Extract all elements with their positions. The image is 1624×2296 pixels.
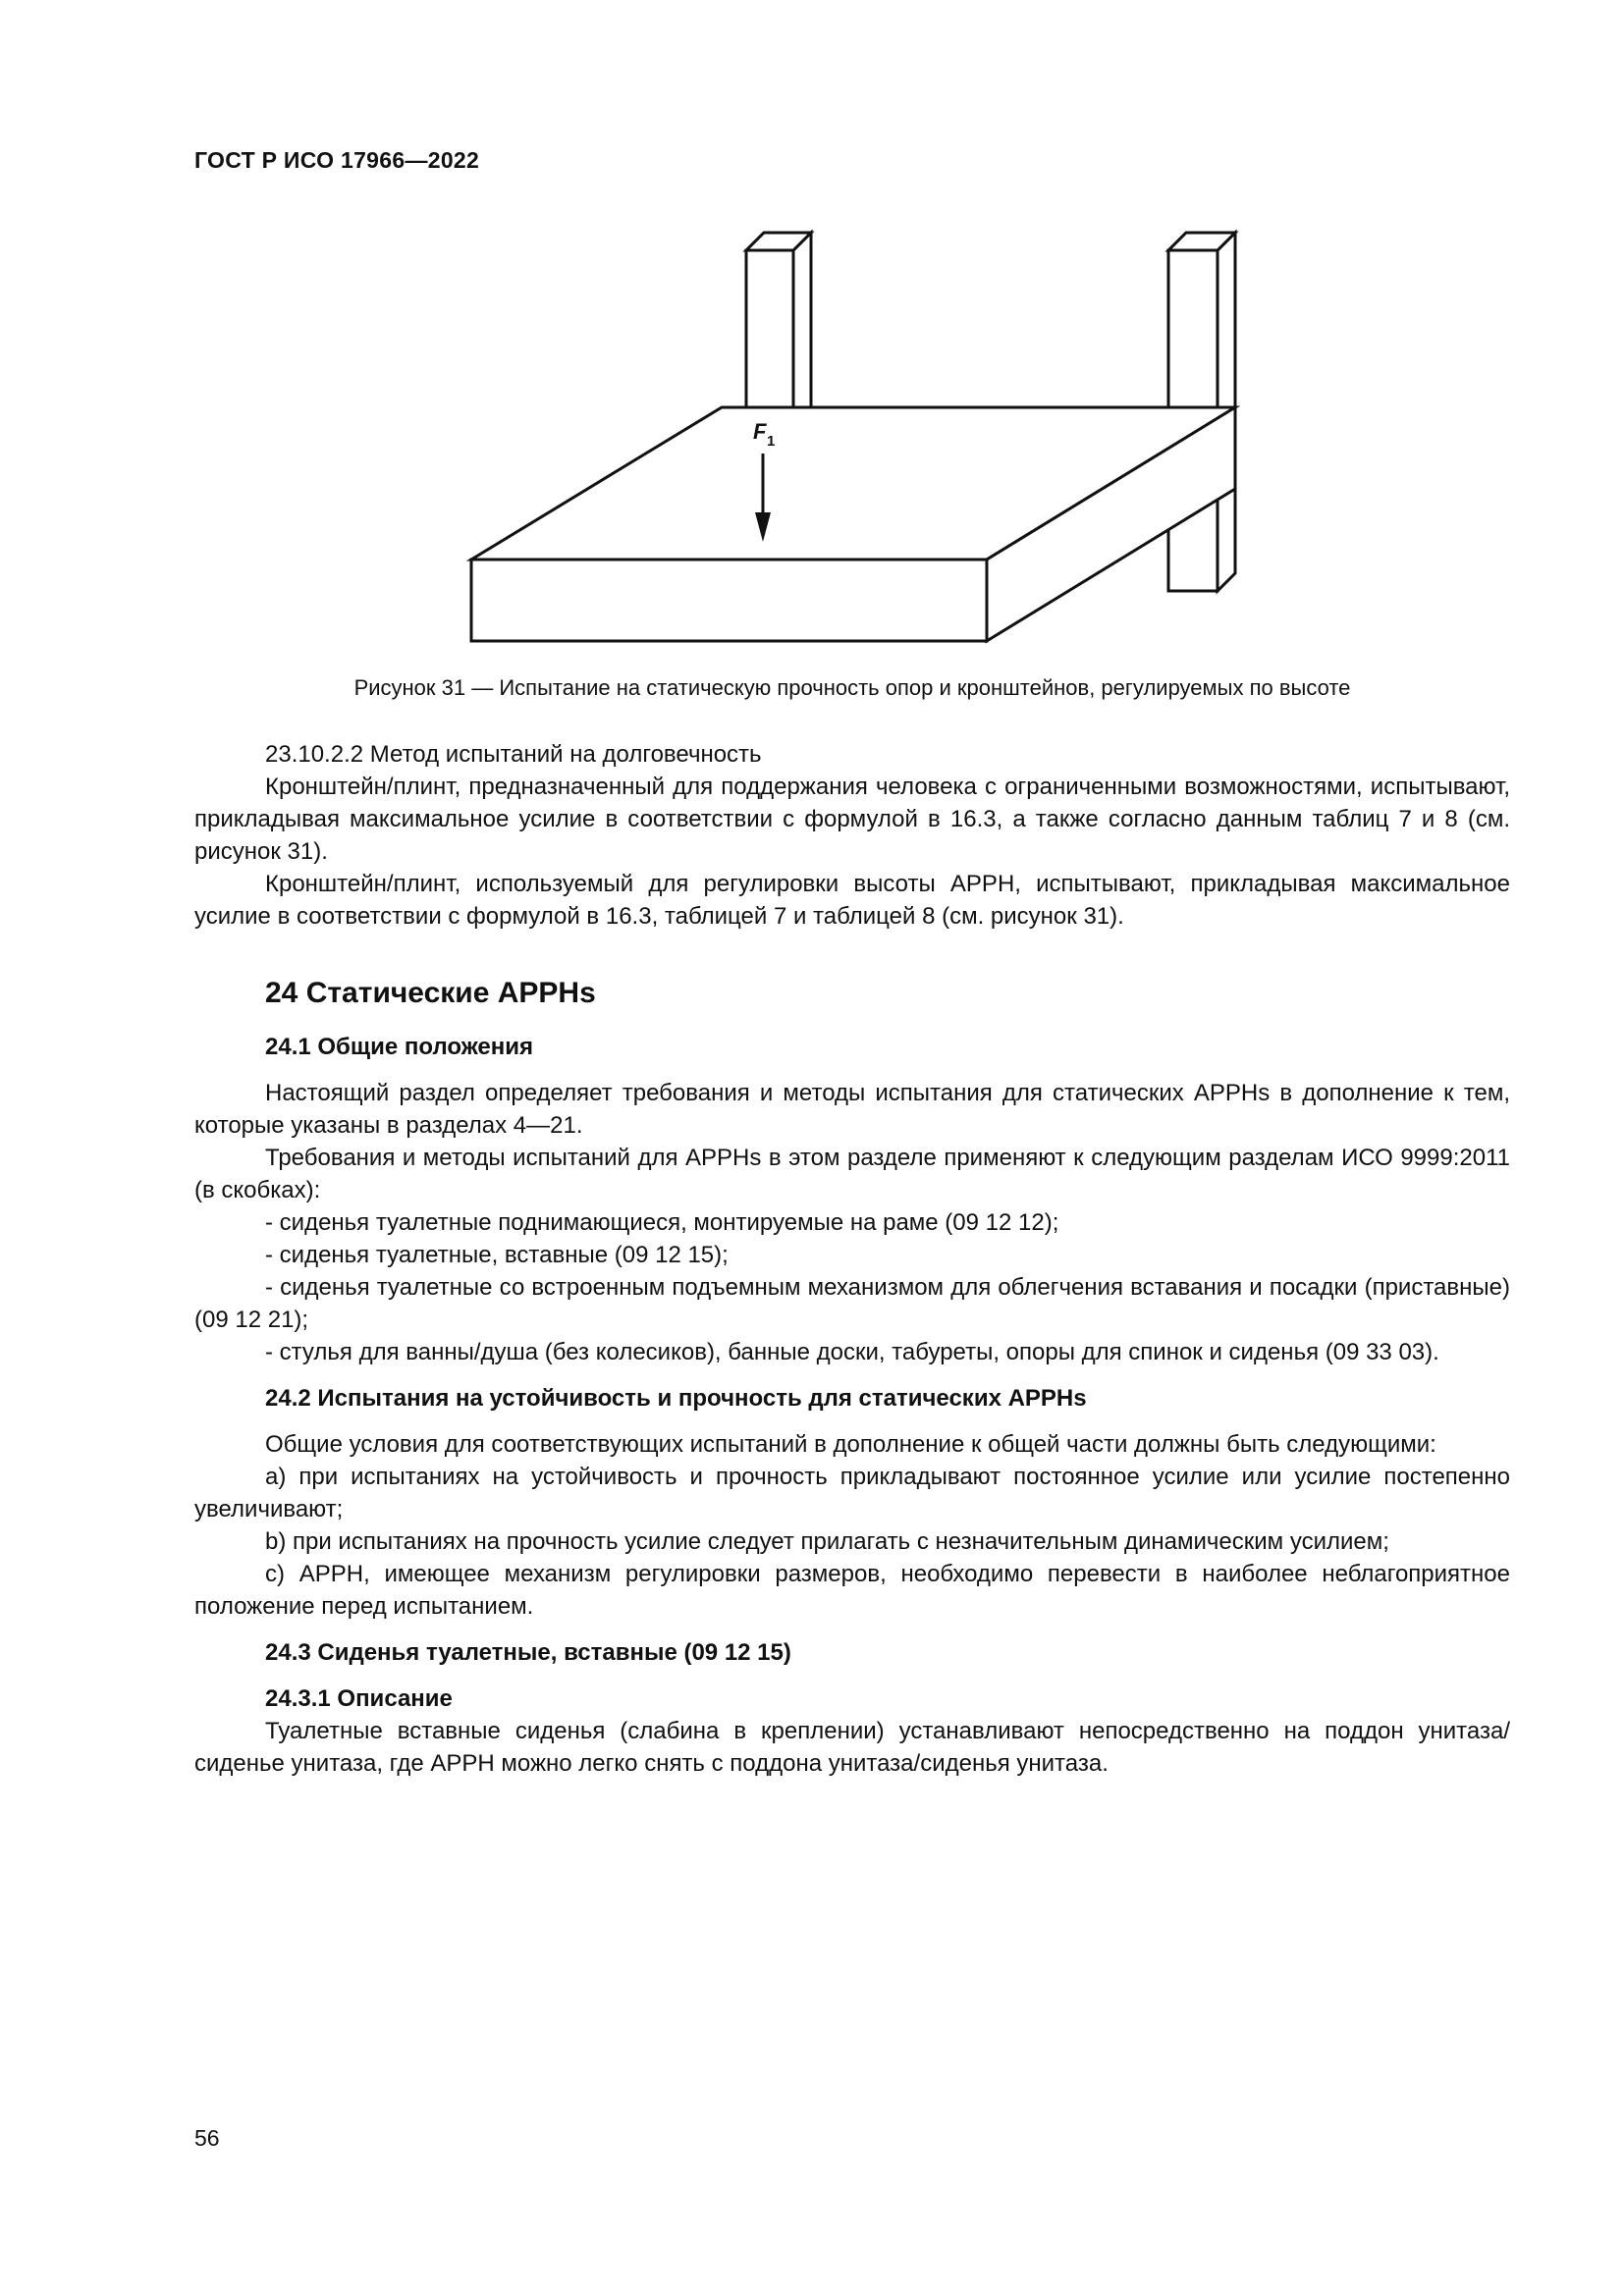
figure-caption: Рисунок 31 — Испытание на статическую прочность опор и кронштейнов, регулируемых по высоте (353, 675, 1351, 700)
right-post-front (1168, 250, 1218, 407)
document-header: ГОСТ Р ИСО 17966—2022 (194, 147, 480, 173)
paragraph: Кронштейн/плинт, используемый для регулировки высоты APPH, испытывают, прикладывая максимальное усилие в соответствии с формулой в 16.3, таблицей 7 и таблицей 8 (см. рисунок 31). (194, 871, 1510, 930)
page-number: 56 (194, 2125, 220, 2151)
right-post-side (1218, 233, 1235, 407)
paragraph: Настоящий раздел определяет требования и методы испытания для статических APPHs в дополнение к тем, которые указаны в разделах 4—21. (194, 1080, 1510, 1139)
list-item: - сиденья туалетные, вставные (09 12 15); (265, 1242, 729, 1268)
left-post-front (746, 250, 793, 407)
force-label: F (753, 419, 767, 444)
list-item: - сиденья туалетные со встроенным подъемным механизмом для облегчения вставания и посадки (приставные) (09 12 21); (194, 1274, 1510, 1333)
shelf-front (471, 560, 987, 641)
list-item: - стулья для ванны/душа (без колесиков), банные доски, табуреты, опоры для спинок и сиденья (09 33 03). (265, 1339, 1439, 1365)
document-body (194, 738, 1510, 1780)
list-item: b) при испытаниях на прочность усилие следует прилагать с незначительным динамическим усилием; (265, 1528, 1389, 1555)
section-24-3-1-heading: 24.3.1 Описание (265, 1685, 453, 1712)
list-item: а) при испытаниях на устойчивость и прочность прикладывают постоянное усилие или усилие постепенно увеличивают; (194, 1464, 1510, 1522)
paragraph: Общие условия для соответствующих испытаний в дополнение к общей части должны быть следующими: (265, 1431, 1436, 1458)
figure-31-diagram (461, 226, 1247, 648)
list-item: - сиденья туалетные поднимающиеся, монтируемые на раме (09 12 12); (265, 1209, 1059, 1236)
section-24-3-heading: 24.3 Сиденья туалетные, вставные (09 12 15) (265, 1639, 791, 1666)
section-24-2-heading: 24.2 Испытания на устойчивость и прочность для статических APPHs (265, 1385, 1087, 1412)
section-24-1-heading: 24.1 Общие положения (265, 1034, 534, 1060)
paragraph: Туалетные вставные сиденья (слабина в креплении) устанавливают непосредственно на поддон унитаза/сиденье унитаза, где APPH можно легко снять с поддона унитаза/сиденья унитаза. (194, 1718, 1510, 1777)
left-post-side (793, 233, 811, 407)
force-label-subscript: 1 (767, 433, 776, 450)
paragraph: Кронштейн/плинт, предназначенный для поддержания человека с ограниченными возможностями, испытывают, прикладывая максимальное усилие в соответствии с формулой в 16.3, а также согласно данным таблиц 7 и 8 (см. рисунок 31). (194, 774, 1510, 865)
clause-23-10-2-2-heading: 23.10.2.2 Метод испытаний на долговечность (265, 741, 762, 768)
list-item: с) APPH, имеющее механизм регулировки размеров, необходимо перевести в наиболее неблагоприятное положение перед испытанием. (194, 1561, 1510, 1620)
paragraph: Требования и методы испытаний для APPHs в этом разделе применяют к следующим разделам ИСО 9999:2011 (в скобках): (194, 1145, 1510, 1203)
bracket-drawing (461, 226, 1247, 648)
section-24-heading: 24 Статические APPHs (265, 977, 596, 1009)
